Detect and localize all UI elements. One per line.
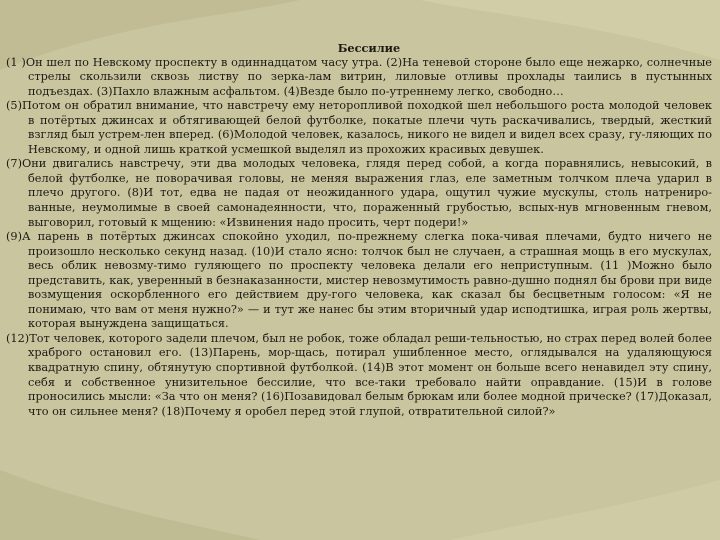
paragraph-3: (7)Они двигались навстречу, эти два молодых человека, глядя перед собой, а когда поравнялись, невысокий, в белой футболке, не поворачивая головы, не меняя выражения глаз, еле заметным толчком плеча ударил в плечо другого. (8)И тот, едва не падая от неожиданного удара, ощутил чужие мускулы, столь натрениро-ванные, неумолимые в своей самонадеянности, что, пораженный грубостью, вспых-нув мгновенным гневом, выговорил, готовый к мщению: «Извинения надо просить, черт подери!»: [6, 157, 712, 229]
paragraph-5: (12)Тот человек, которого задели плечом, был не робок, тоже обладал реши-тельностью, но страх перед волей более храброго остановил его. (13)Парень, мор-щась, потирал ушибленное место, оглядывался на удаляющуюся квадратную спину, обтянутую спортивной футболкой. (14)В этот момент он больше всего ненавидел эту спину, себя и собственное унизительное бессилие, что все-таки требовало найти оправдание. (15)И в голове проносились мысли: «За что он меня? (16)Позавидовал белым брюкам или более модной прическе? (17)Доказал, что он сильнее меня? (18)Почему я оробел перед этой глупой, отвратительной силой?»: [6, 331, 712, 418]
document-title: Бессилие: [337, 41, 401, 55]
bottom-right-corner-decoration: [450, 480, 720, 540]
paragraph-2: (5)Потом он обратил внимание, что навстречу ему неторопливой походкой шел небольшого роста молодой человек в потёртых джинсах и обтягивающей белой футболке, покатые плечи чуть раскачивались, твердый, жесткий взгляд был устрем-лен вперед. (6)Молодой человек, казалось, никого не видел и видел всех сразу, гу-ляющих по Невскому, и одной лишь краткой усмешкой выделял из прохожих красивых девушек.: [6, 99, 712, 156]
document-body: [6, 41, 712, 419]
paragraph-1: (1 )Он шел по Невскому проспекту в одиннадцатом часу утра. (2)На теневой стороне было еще нежарко, солнечные стрелы скользили сквозь листву по зерка-лам витрин, лиловые отливы прохлады таились в пустынных подъездах. (3)Пахло влажным асфальтом. (4)Везде было по-утреннему легко, свободно…: [6, 55, 712, 98]
paragraph-4: (9)А парень в потёртых джинсах спокойно уходил, по-прежнему слегка пока-чивая плечами, будто ничего не произошло несколько секунд назад. (10)И стало ясно: толчок был не случаен, а страшная мощь в его мускулах, весь облик невозму-тимо гуляющего по проспекту человека делали его неприступным. (11 )Можно было представить, как, уверенный в безнаказанности, мистер невозмутимость равно-душно поднял бы брови при виде возмущения оскорбленного его действием дру-гого человека, как сказал бы бесцветным голосом: «Я не понимаю, что вам от меня нужно?» — и тут же нанес бы этим вторичный удар исподтишка, играя роль жертвы, которая вынуждена защищаться.: [6, 230, 712, 331]
bottom-left-corner-decoration: [0, 470, 260, 540]
